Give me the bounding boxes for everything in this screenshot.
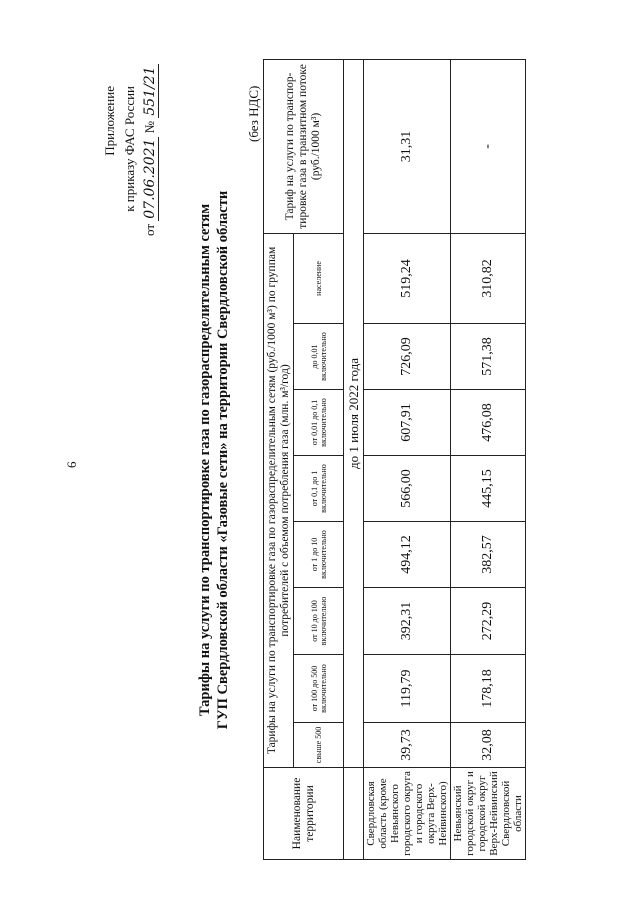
value-cell: 382,57 bbox=[451, 522, 526, 588]
value-cell: 726,09 bbox=[364, 324, 451, 390]
value-cell: 445,15 bbox=[451, 456, 526, 522]
value-cell: 119,79 bbox=[364, 655, 451, 723]
value-cell: 571,38 bbox=[451, 324, 526, 390]
appendix-date: 07.06.2021 bbox=[142, 138, 158, 219]
value-cell: 178,18 bbox=[451, 655, 526, 723]
appendix-date-prefix: от bbox=[142, 223, 157, 236]
header-transit: Тариф на услуги по транспор-тировке газа в транзитном потоке (руб./1000 м³) bbox=[264, 59, 344, 233]
table-row bbox=[364, 59, 451, 859]
appendix-block bbox=[100, 66, 160, 236]
value-cell: 519,24 bbox=[364, 233, 451, 323]
territory-cell: Невьянский городской округ и городской округ Верх-Нейвинский Свердловской области bbox=[451, 768, 526, 860]
transit-cell: 31,31 bbox=[364, 59, 451, 233]
appendix-title: Приложение bbox=[102, 86, 117, 156]
value-cell: 310,82 bbox=[451, 233, 526, 323]
group-header: до 0,01 включительно bbox=[294, 324, 344, 390]
document-title bbox=[196, 165, 232, 755]
group-header: население bbox=[294, 233, 344, 323]
transit-cell: - bbox=[451, 59, 526, 233]
value-cell: 476,08 bbox=[451, 390, 526, 456]
group-header: от 10 до 100 включительно bbox=[294, 588, 344, 655]
vat-note: (без НДС) bbox=[246, 85, 261, 142]
value-cell: 494,12 bbox=[364, 522, 451, 588]
table-row bbox=[451, 59, 526, 859]
page-number: 6 bbox=[64, 461, 79, 468]
value-cell: 272,29 bbox=[451, 588, 526, 655]
value-cell: 566,00 bbox=[364, 456, 451, 522]
appendix-date-line bbox=[140, 66, 160, 236]
value-cell: 32,08 bbox=[451, 723, 526, 768]
value-cell: 392,31 bbox=[364, 588, 451, 655]
group-header: от 100 до 500 включительно bbox=[294, 655, 344, 723]
group-header: от 0,01 до 0,1 включительно bbox=[294, 390, 344, 456]
title-line-1: Тарифы на услуги по транспортировке газа по газораспределительным сетям bbox=[197, 203, 213, 717]
section-blank bbox=[344, 768, 364, 860]
group-header: свыше 500 bbox=[294, 723, 344, 768]
appendix-order-ref: к приказу ФАС России bbox=[122, 86, 137, 212]
header-tariff-groups: Тарифы на услуги по транспортировке газа по газораспределительным сетям (руб./1000 м³) по группам потребителей с объемом потребления газа (млн. м³/год) bbox=[264, 233, 294, 767]
title-line-2: ГУП Свердловской области «Газовые сети» на территории Свердловской области bbox=[215, 190, 231, 730]
appendix-number-prefix: № bbox=[142, 120, 157, 134]
group-header: от 0,1 до 1 включительно bbox=[294, 456, 344, 522]
value-cell: 39,73 bbox=[364, 723, 451, 768]
territory-cell: Свердловская область (кроме Невьянского городского округа и городского округа Верх-Нейвинского) bbox=[364, 768, 451, 860]
section-label: до 1 июля 2022 года bbox=[344, 59, 364, 767]
value-cell: 607,91 bbox=[364, 390, 451, 456]
tariff-table bbox=[263, 60, 524, 860]
appendix-number: 551/21 bbox=[142, 66, 158, 116]
group-header: от 1 до 10 включительно bbox=[294, 522, 344, 588]
header-territory: Наименование территории bbox=[264, 768, 344, 860]
